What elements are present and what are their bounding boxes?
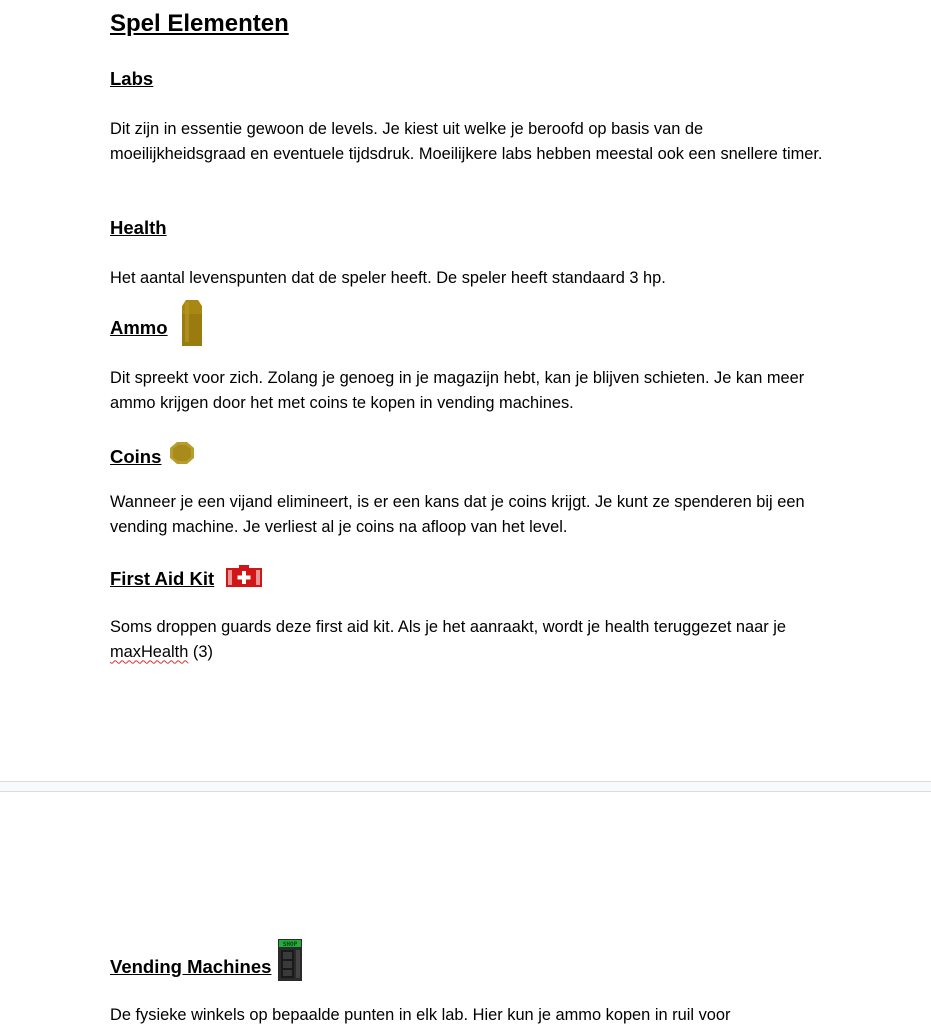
heading-vending-machines [110, 941, 302, 986]
paragraph-health: Het aantal levenspunten dat de speler heeft. De speler heeft standaard 3 hp. [110, 269, 666, 287]
paragraph-first-aid-kit [110, 615, 830, 664]
heading-ammo-text: Ammo [110, 317, 168, 338]
heading-health-text: Health [110, 217, 167, 238]
heading-health [110, 217, 167, 239]
document-page-2 [0, 792, 931, 1023]
paragraph-first-aid-kit-text: Soms droppen guards deze first aid kit. Als je het aanraakt, wordt je health teruggezet naar je [110, 618, 787, 636]
heading-labs-text: Labs [110, 68, 154, 89]
heading-ammo [110, 305, 204, 351]
heading-coins-text: Coins [110, 446, 162, 467]
heading-first-aid-kit-text: First Aid Kit [110, 568, 215, 589]
paragraph-first-aid-kit-suffix: (3) [188, 642, 213, 661]
heading-labs [110, 68, 153, 90]
document-title: Spel Elementen [110, 10, 289, 37]
paragraph-labs: Dit zijn in essentie gewoon de levels. Je kiest uit welke je beroofd op basis van de moeilijkheidsgraad en eventuele tijdsdruk. Moeilijkere labs hebben meestal ook een snellere timer. [110, 120, 823, 163]
ammo-icon [180, 300, 204, 351]
misspelled-word[interactable]: maxHealth [110, 642, 189, 661]
heading-vending-machines-text: Vending Machines [110, 956, 272, 977]
coin-icon [169, 441, 195, 470]
first-aid-kit-icon [226, 565, 262, 592]
heading-first-aid-kit [110, 565, 262, 590]
vending-machine-label: SHOP [283, 941, 298, 948]
heading-coins [110, 441, 195, 468]
paragraph-coins: Wanneer je een vijand elimineert, is er een kans dat je coins krijgt. Je kunt ze spenderen bij een vending machine. Je verliest al je coins na afloop van het level. [110, 493, 805, 536]
paragraph-vending-machines: De fysieke winkels op bepaalde punten in elk lab. Hier kun je ammo kopen in ruil voor [110, 1006, 731, 1024]
vending-machine-icon [278, 939, 302, 986]
paragraph-ammo: Dit spreekt voor zich. Zolang je genoeg in je magazijn hebt, kan je blijven schieten. Je kan meer ammo krijgen door het met coins te kopen in vending machines. [110, 369, 805, 412]
page-break [0, 781, 931, 792]
